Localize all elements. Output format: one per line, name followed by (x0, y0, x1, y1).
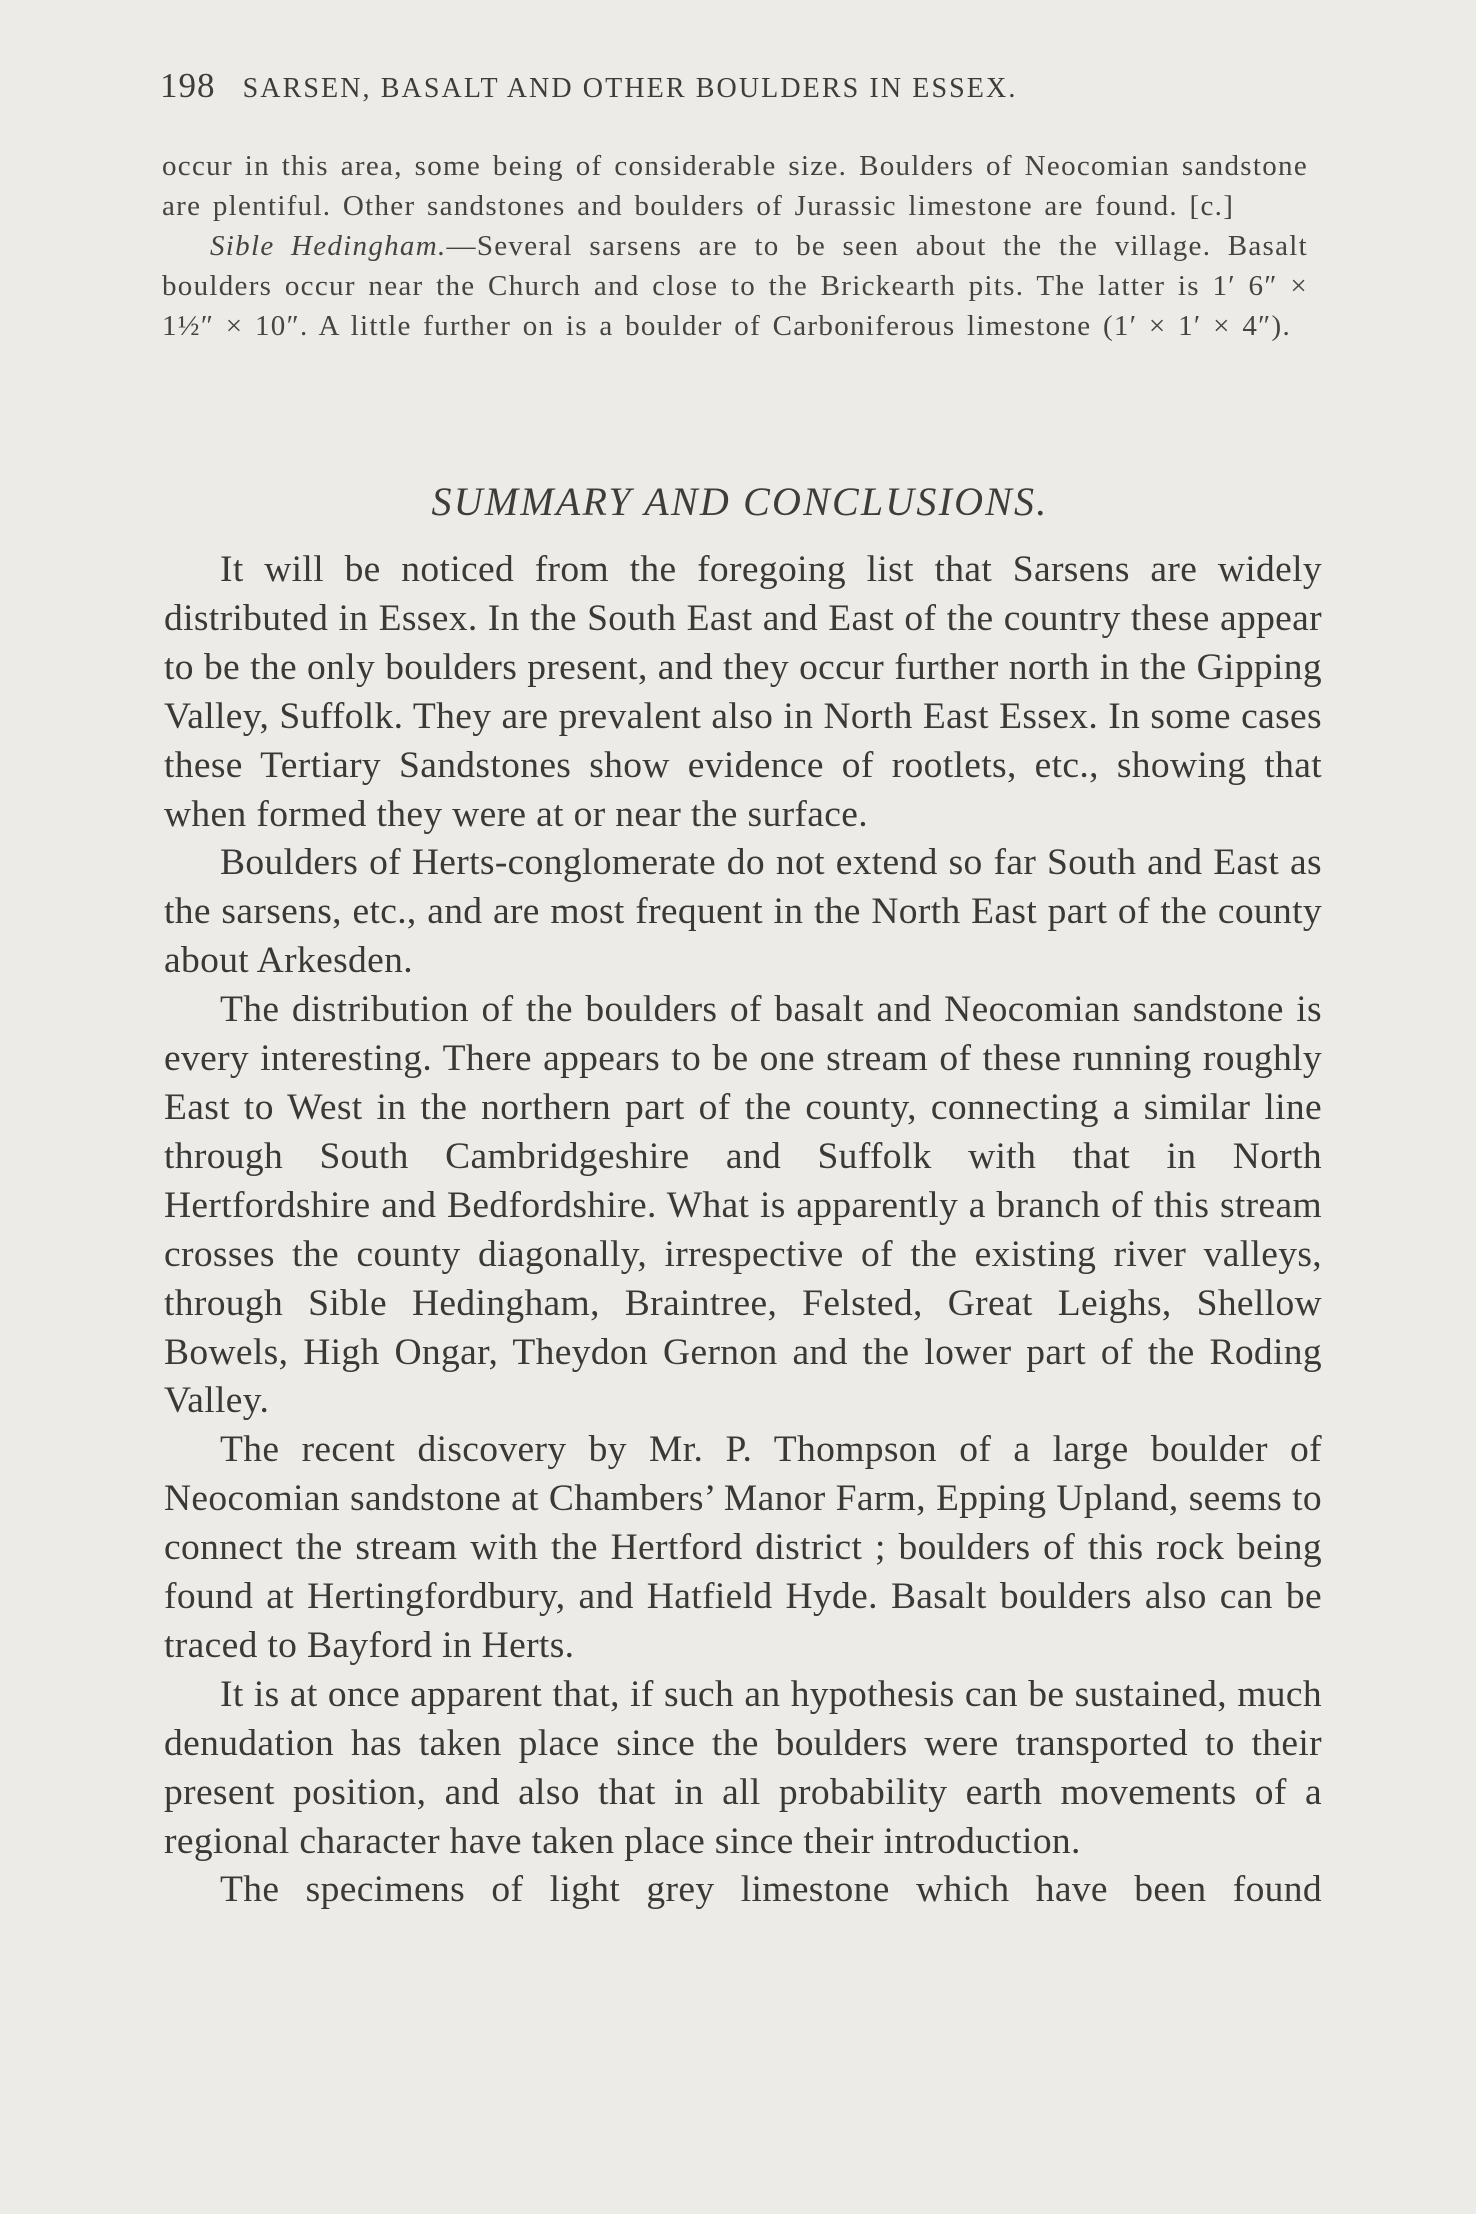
body-paragraph: The distribution of the boulders of basalt and Neocomian sandstone is every interesting. There appears to be one stream of these running roughly East to West in the northern part of the county, connecting a similar line through South Cambridgeshire and Suffolk with that in North Hertfordshire and Bedfordshire. What is apparently a branch of this stream crosses the county diagonally, irrespective of the existing river valleys, through Sible Hedingham, Braintree, Felsted, Great Leighs, Shellow Bowels, High Ongar, Theydon Gernon and the lower part of the Roding Valley. (164, 989, 1322, 1422)
sible-hedingham-entry (162, 226, 1308, 346)
gazetteer-continuation (162, 146, 1308, 346)
body-paragraph: It will be noticed from the foregoing list that Sarsens are widely distributed in Essex. In the South East and East of the country these appear to be the only boulders present, and they occur further north in the Gipping Valley, Suffolk. They are prevalent also in North East Essex. In some cases these Tertiary Sandstones show evidence of rootlets, etc., showing that when formed they were at or near the surface. (164, 549, 1322, 835)
page-number: 198 (160, 66, 216, 105)
running-header (160, 66, 1320, 116)
body-paragraph: It is at once apparent that, if such an hypothesis can be sustained, much denudation has taken place since the boulders were transported to their present position, and also that in all probability earth movements of a regional character have taken place since their introduction. (164, 1673, 1322, 1862)
body-paragraph: The specimens of light grey limestone which have been found (220, 1869, 1322, 1911)
place-name: Sible Hedingham. (210, 230, 447, 262)
body-paragraph: The recent discovery by Mr. P. Thompson of a large boulder of Neocomian sandstone at Chambers’ Manor Farm, Epping Upland, seems to connect the stream with the Hertford district ; boulders of this rock being found at Hertingfordbury, and Hatfield Hyde. Basalt boulders also can be traced to Bayford in Herts. (164, 1429, 1322, 1666)
continuation-paragraph: occur in this area, some being of considerable size. Boulders of Neocomian sandstone are plentiful. Other sandstones and boulders of Jurassic limestone are found. [c.] (162, 150, 1308, 222)
section-heading: SUMMARY AND CONCLUSIONS. (431, 479, 1049, 524)
entry-text: —Several sarsens are to be seen about the the village. Basalt boulders occur near the Church and close to the Brickearth pits. The latter is 1′ 6″ × 1½″ × 10″. A little further on is a boulder of Carboniferous limestone (1′ × 1′ × 4″). (162, 230, 1309, 342)
body-paragraph: Boulders of Herts-conglomerate do not extend so far South and East as the sarsens, etc., and are most frequent in the North East part of the county about Arkesden. (164, 842, 1322, 982)
summary-body (164, 546, 1322, 1915)
running-title: SARSEN, BASALT AND OTHER BOULDERS IN ESSEX. (242, 73, 1018, 104)
